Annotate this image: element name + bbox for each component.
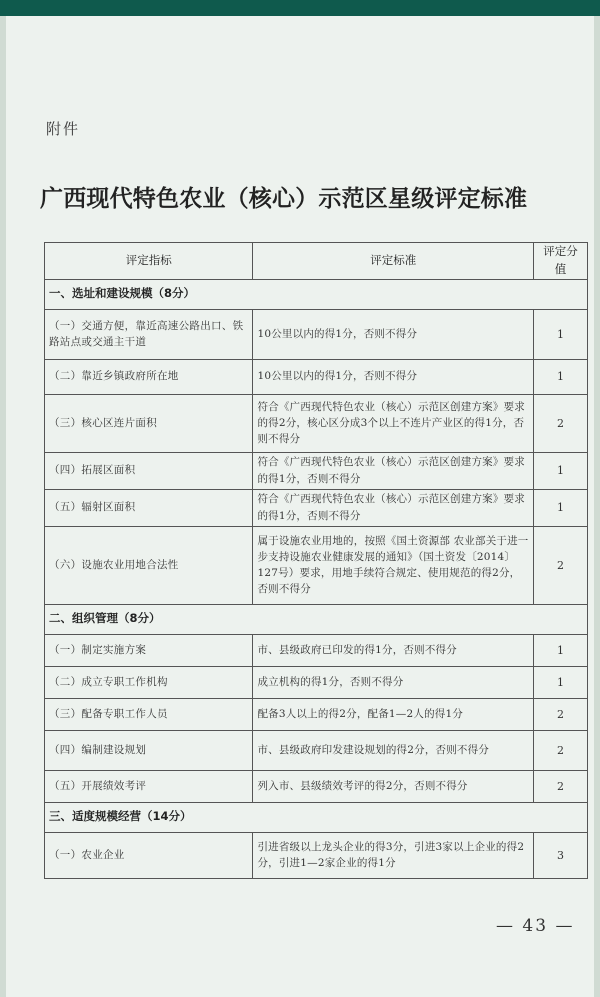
top-color-band <box>0 0 600 16</box>
score-cell: 1 <box>534 489 588 526</box>
section-title: 一、选址和建设规模（8分） <box>45 279 588 309</box>
standard-cell: 列入市、县级绩效考评的得2分，否则不得分 <box>253 770 534 802</box>
score-cell: 2 <box>534 730 588 770</box>
table-row <box>45 832 588 878</box>
standard-cell: 符合《广西现代特色农业（核心）示范区创建方案》要求的得1分，否则不得分 <box>253 452 534 489</box>
indicator-cell: （三）配备专职工作人员 <box>45 698 253 730</box>
table-row <box>45 698 588 730</box>
standard-cell: 10公里以内的得1分，否则不得分 <box>253 359 534 394</box>
indicator-cell: （四）编制建设规划 <box>45 730 253 770</box>
standard-cell: 符合《广西现代特色农业（核心）示范区创建方案》要求的得1分，否则不得分 <box>253 489 534 526</box>
table-row <box>45 394 588 452</box>
standard-cell: 成立机构的得1分，否则不得分 <box>253 666 534 698</box>
standard-cell: 符合《广西现代特色农业（核心）示范区创建方案》要求的得2分，核心区分成3个以上不连片产业区的得1分，否则不得分 <box>253 394 534 452</box>
table-row <box>45 730 588 770</box>
score-cell: 1 <box>534 666 588 698</box>
indicator-cell: （六）设施农业用地合法性 <box>45 526 253 604</box>
score-cell: 1 <box>534 634 588 666</box>
score-cell: 2 <box>534 698 588 730</box>
section-title: 二、组织管理（8分） <box>45 604 588 634</box>
header-standard: 评定标准 <box>253 243 534 280</box>
table-row <box>45 452 588 489</box>
document-title: 广西现代特色农业（核心）示范区星级评定标准 <box>40 186 528 212</box>
standard-cell: 市、县级政府印发建设规划的得2分，否则不得分 <box>253 730 534 770</box>
section-row <box>45 604 588 634</box>
page-number: — 43 — <box>496 916 575 936</box>
rating-standards-table <box>44 242 588 879</box>
standard-cell: 10公里以内的得1分，否则不得分 <box>253 309 534 359</box>
section-title: 三、适度规模经营（14分） <box>45 802 588 832</box>
indicator-cell: （一）制定实施方案 <box>45 634 253 666</box>
score-cell: 2 <box>534 770 588 802</box>
indicator-cell: （三）核心区连片面积 <box>45 394 253 452</box>
table-row <box>45 309 588 359</box>
indicator-cell: （五）辐射区面积 <box>45 489 253 526</box>
standard-cell: 属于设施农业用地的，按照《国土资源部 农业部关于进一步支持设施农业健康发展的通知》（国土资发〔2014〕127号）要求，用地手续符合规定、使用规范的得2分，否则不得分 <box>253 526 534 604</box>
indicator-cell: （一）农业企业 <box>45 832 253 878</box>
standard-cell: 配备3人以上的得2分，配备1—2人的得1分 <box>253 698 534 730</box>
table-row <box>45 489 588 526</box>
table-row <box>45 359 588 394</box>
table-row <box>45 770 588 802</box>
header-score: 评定分值 <box>534 243 588 280</box>
header-indicator: 评定指标 <box>45 243 253 280</box>
standard-cell: 市、县级政府已印发的得1分，否则不得分 <box>253 634 534 666</box>
section-row <box>45 279 588 309</box>
indicator-cell: （一）交通方便，靠近高速公路出口、铁路站点或交通主干道 <box>45 309 253 359</box>
indicator-cell: （二）成立专职工作机构 <box>45 666 253 698</box>
score-cell: 2 <box>534 526 588 604</box>
section-row <box>45 802 588 832</box>
table-row <box>45 526 588 604</box>
score-cell: 3 <box>534 832 588 878</box>
appendix-label: 附件 <box>46 120 81 138</box>
page-edge-left <box>0 16 6 997</box>
page-edge-right <box>594 16 600 997</box>
indicator-cell: （二）靠近乡镇政府所在地 <box>45 359 253 394</box>
score-cell: 1 <box>534 452 588 489</box>
score-cell: 1 <box>534 359 588 394</box>
indicator-cell: （四）拓展区面积 <box>45 452 253 489</box>
score-cell: 1 <box>534 309 588 359</box>
table-header-row <box>45 243 588 280</box>
table-row <box>45 666 588 698</box>
standard-cell: 引进省级以上龙头企业的得3分，引进3家以上企业的得2分，引进1—2家企业的得1分 <box>253 832 534 878</box>
indicator-cell: （五）开展绩效考评 <box>45 770 253 802</box>
table-row <box>45 634 588 666</box>
score-cell: 2 <box>534 394 588 452</box>
